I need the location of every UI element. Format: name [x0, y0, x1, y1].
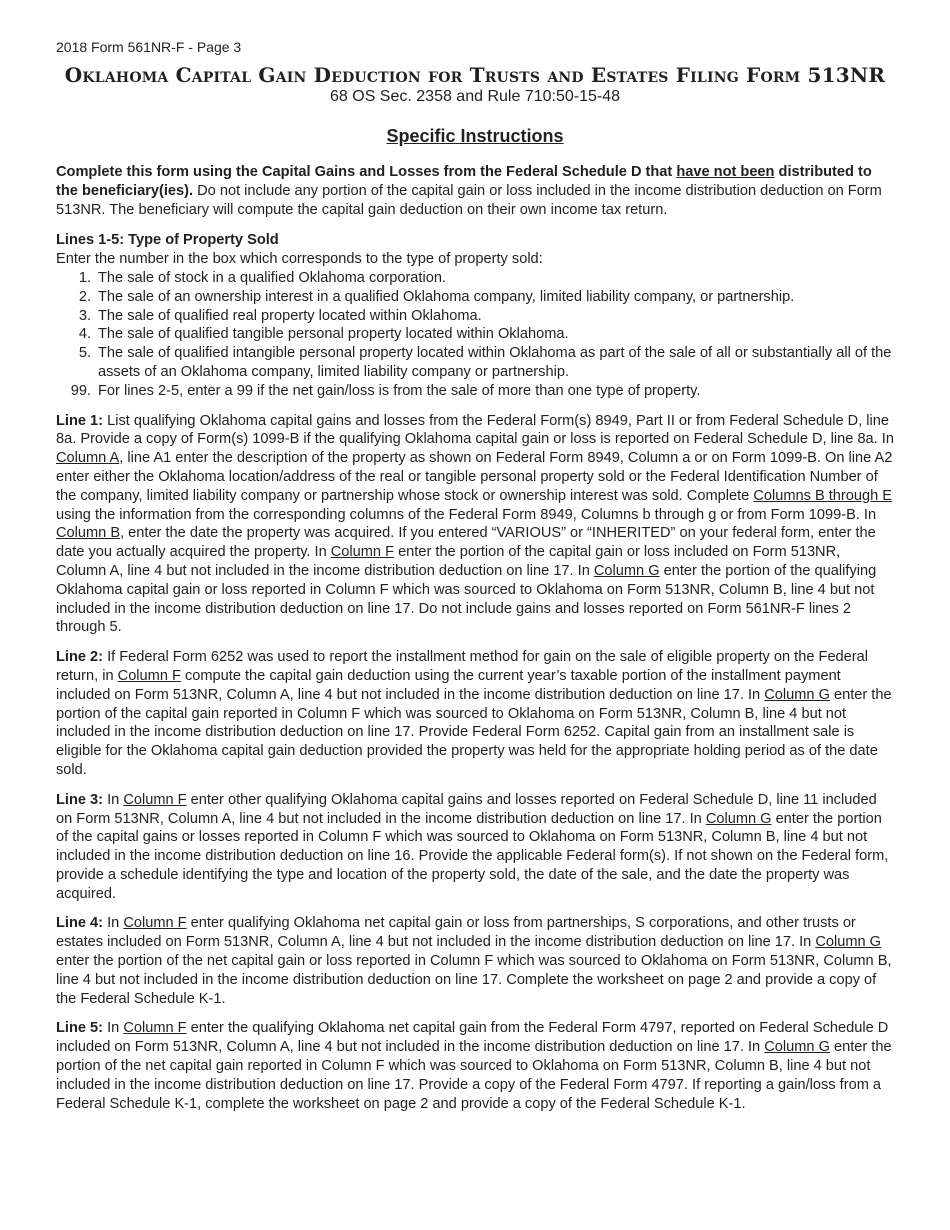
line-1-text: enter the portion of the capital gain or loss included on Form 513NR, Column A, line 4 but not included in the income distribution deduction on line 17. In: [56, 544, 841, 579]
column-g-ref: Column G: [593, 562, 660, 579]
line-1-text: enter the portion of the qualifying Oklahoma capital gain or loss reported in Column F which was sourced to Oklahoma on Form 513NR, Column B, line 4 but not included in the income distribution deduction on line 17. Do not include gains and losses reported on Form 561NR-F lines 2 through 5.: [56, 562, 877, 636]
list-item: [56, 288, 894, 307]
form-page-label: 2018 Form 561NR-F - Page 3: [56, 39, 242, 55]
column-a-ref: Column A: [56, 450, 120, 467]
column-f-ref: Column F: [330, 544, 395, 561]
intro-bold-a: Complete this form using the Capital Gains and Losses from the Federal Schedule D that: [56, 164, 677, 180]
line-2-label: Line 2:: [56, 649, 104, 666]
item-number: 99.: [70, 382, 91, 399]
item-text: The sale of stock in a qualified Oklahoma corporation.: [98, 269, 447, 286]
column-g-ref: Column G: [764, 1039, 830, 1056]
column-f-ref: Column F: [117, 667, 181, 684]
intro-paragraph: [56, 163, 894, 219]
item-text: For lines 2-5, enter a 99 if the net gain/loss is from the sale of more than one type of property.: [98, 382, 701, 399]
item-text: The sale of qualified intangible personal property located within Oklahoma as part of the sale of all or substantially all of the assets of an Oklahoma company, limited liability company or partnership.: [98, 345, 892, 380]
line-3-text: enter other qualifying Oklahoma capital gains and losses reported on Federal Schedule D, line 11 included on Form 513NR, Column A, line 4 but not included in the income distribution deduction on line 17. In: [56, 791, 877, 827]
column-g-ref: Column G: [815, 934, 882, 951]
list-item: [56, 382, 894, 401]
column-b-ref: Column B: [56, 525, 121, 542]
intro-bold-b: distributed to the beneficiary(ies).: [56, 164, 872, 199]
item-text: The sale of qualified real property located within Oklahoma.: [98, 307, 482, 324]
item-number: 2.: [78, 288, 91, 305]
item-text: The sale of an ownership interest in a qualified Oklahoma company, limited liability company, or partnership.: [98, 288, 795, 305]
item-number: 4.: [78, 326, 91, 343]
line-2-text: enter the portion of the capital gain reported in Column F which was sourced to Oklahoma on Form 513NR, Column B, line 4 but not included in the income distribution deduction on line 17. Provide Federal Form 6252. Capital gain from an installment sale is eligible for the Oklahoma capital gain deduction provided the property was held for the appropriate holding period as of the date sold.: [56, 686, 892, 778]
line-1-text: using the information from the corresponding columns of the Federal Form 8949, Columns b through g or from Form 1099-B. In: [56, 506, 877, 523]
line-2-text: If Federal Form 6252 was used to report the installment method for gain on the sale of eligible property on the Federal return, in: [56, 649, 869, 684]
lines-1-5-lead: Enter the number in the box which corresponds to the type of property sold:: [56, 251, 543, 268]
item-number: 5.: [78, 345, 91, 362]
line-5-text: enter the qualifying Oklahoma net capital gain from the Federal Form 4797, reported on Federal Schedule D included on Form 513NR, Column A, line 4 but not included in the income distribution deduction on line 17. In: [56, 1020, 889, 1056]
lines-1-5-heading: Lines 1-5: Type of Property Sold: [56, 232, 279, 249]
item-text: The sale of qualified tangible personal property located within Oklahoma.: [98, 326, 569, 343]
line-4-text: enter qualifying Oklahoma net capital gain or loss from partnerships, S corporations, and other trusts or estates included on Form 513NR, Column A, line 4 but not included in the income distribution deduction on line 17. In: [56, 915, 856, 951]
item-number: 1.: [78, 269, 91, 286]
document-title: Oklahoma Capital Gain Deduction for Trusts and Estates Filing Form 513NR: [64, 63, 886, 87]
column-f-ref: Column F: [123, 1020, 187, 1037]
line-1-instructions: [56, 412, 894, 638]
list-item: [56, 269, 894, 288]
line-4-text: enter the portion of the net capital gain or loss reported in Column F which was sourced to Oklahoma on Form 513NR, Column B, line 4 but not included in the income distribution deduction on line 17. Complete the worksheet on page 2 and provide a copy of the Federal Schedule K-1.: [56, 953, 892, 1007]
line-4-text: In: [103, 915, 124, 932]
line-1-text: , enter the date the property was acquired. If you entered “VARIOUS” or “INHERITED” on your federal form, enter the date you actually acquired the property. In: [56, 525, 876, 561]
line-1-text: , line A1 enter the description of the property as shown on Federal Form 8949, Column a or on Form 1099-B. On line A2 enter either the Oklahoma location/address of the real or tangible personal property sold or the Federal Identification Number of the company, limited liability company or partnership whose stock or ownership interest was sold. Complete: [56, 450, 893, 504]
line-5-label: Line 5:: [56, 1020, 104, 1037]
list-item: [56, 307, 894, 326]
intro-emphasis: have not been: [676, 164, 775, 180]
column-f-ref: Column F: [123, 915, 187, 932]
item-number: 3.: [78, 307, 91, 324]
line-1-label: Line 1:: [56, 412, 104, 429]
line-3-text: enter the portion of the capital gains or losses reported in Column F which was sourced to Oklahoma on Form 513NR, Column B, line 4 but not included in the income distribution deduction on line 16. Provide the applicable Federal form(s). If not shown on the Federal form, provide a schedule identifying the type and location of the property sold, the date of the sale, and the date the property was acquired.: [56, 810, 889, 902]
line-5-text: In: [103, 1020, 124, 1037]
line-5-instructions: [56, 1019, 894, 1113]
instructions-page: [56, 38, 894, 1113]
columns-b-e-ref: Columns B through E: [753, 487, 893, 504]
line-2-instructions: [56, 648, 894, 780]
line-5-text: enter the portion of the net capital gain reported in Column F which was sourced to Oklahoma on Form 513NR, Column B, line 4 but not included in the income distribution deduction on line 17. Provide a copy of the Federal Form 4797. If reporting a gain/loss from a Federal Schedule K-1, complete the worksheet on page 2 and provide a copy of the Federal Schedule K-1.: [56, 1039, 892, 1112]
line-2-text: compute the capital gain deduction using the current year’s taxable portion of the installment payment included on Form 513NR, Column A, line 4 but not included in the income distribution deduction on line 17. In: [56, 667, 841, 703]
line-3-text: In: [103, 791, 124, 808]
list-item: [56, 325, 894, 344]
column-g-ref: Column G: [705, 810, 772, 827]
section-heading: Specific Instructions: [386, 126, 564, 146]
intro-rest: Do not include any portion of the capital gain or loss included in the income distribution deduction on Form 513NR. The beneficiary will compute the capital gain deduction on their own income tax return.: [56, 182, 882, 218]
statute-reference: 68 OS Sec. 2358 and Rule 710:50-15-48: [330, 88, 620, 105]
property-type-list: [56, 269, 894, 401]
list-item: [56, 344, 894, 382]
line-3-label: Line 3:: [56, 791, 104, 808]
column-g-ref: Column G: [764, 686, 830, 703]
line-1-text: List qualifying Oklahoma capital gains and losses from the Federal Form(s) 8949, Part II or from Federal Schedule D, line 8a. Provide a copy of Form(s) 1099-B if the qualifying Oklahoma capital gain or loss is reported on Federal Schedule D, line 8a. In: [56, 412, 894, 448]
line-3-instructions: [56, 791, 894, 904]
column-f-ref: Column F: [123, 791, 187, 808]
line-4-instructions: [56, 914, 894, 1008]
line-4-label: Line 4:: [56, 915, 104, 932]
